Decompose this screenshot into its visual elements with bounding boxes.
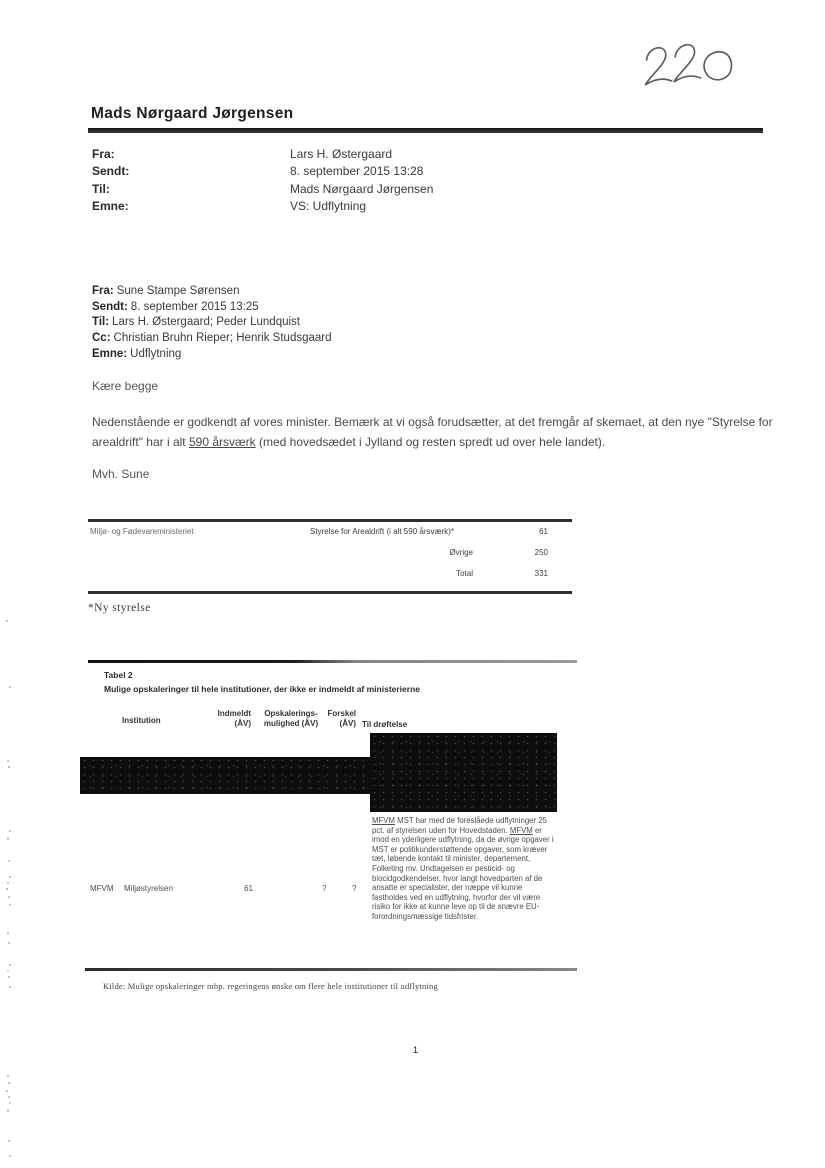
droftelse-text: MST har med de foreslåede udflytninger 25 pct. af styrelsen uden for Hovedstaden. [372, 816, 547, 835]
email-header-block [92, 146, 433, 215]
header-label: Sendt: [92, 164, 130, 179]
forwarded-header-row [92, 331, 332, 347]
email-header-row [92, 181, 433, 198]
header-value: VS: Udflytning [290, 198, 367, 213]
header-value: Lars H. Østergaard; Peder Lundquist [112, 316, 300, 329]
header-value: Udflytning [130, 347, 182, 360]
handwritten-number-value [0, 0, 1, 1]
email-header-row [92, 198, 433, 215]
email-header-row [92, 146, 433, 163]
summary-table-bottom-rule [88, 591, 572, 594]
email-body [92, 412, 789, 452]
forwarded-header-block [92, 284, 332, 363]
column-header-indmeldt: Indmeldt (ÅV) [217, 709, 251, 728]
summary-value-cell: 331 [534, 569, 548, 578]
header-value: Sune Stampe Sørensen [116, 285, 240, 297]
tabel2-bottom-rule [85, 968, 577, 971]
header-label: Sendt: [92, 300, 128, 313]
header-value: Lars H. Østergaard [290, 147, 393, 161]
row-droftelse-cell [372, 816, 556, 922]
header-label: Fra: [92, 147, 115, 161]
scan-artifacts [6, 620, 8, 622]
email-header-row [92, 163, 433, 180]
row-forskel-cell: ? [352, 884, 357, 893]
tabel2-title: Tabel 2 [104, 670, 133, 680]
page-number: 1 [413, 1045, 419, 1055]
row-indmeldt-cell: 61 [244, 884, 253, 893]
column-header-opskalering: Opskalerings-mulighed (ÅV) [263, 709, 319, 728]
header-value: Mads Nørgaard Jørgensen [290, 181, 434, 196]
summary-item-cell: Styrelse for Arealdrift (i alt 590 årsværk)* [310, 527, 455, 536]
forwarded-header-row [92, 347, 332, 363]
summary-value-cell: 61 [539, 527, 548, 536]
summary-value-cell: 250 [534, 548, 548, 557]
droftelse-underlined: MFVM [372, 816, 395, 825]
tabel2-subtitle: Mulige opskaleringer til hele institutioner, der ikke er indmeldt af ministerierne [104, 684, 420, 694]
forwarded-header-row [92, 300, 332, 316]
header-value: Christian Bruhn Rieper; Henrik Studsgaard [113, 332, 332, 345]
droftelse-text: er imod en yderligere udflytning, da de øvrige opgaver i MST er politikunderstøttende opgaver, som kræver tæt, løbende kontakt til minister, departement, Folketing mv. Undtagelsen er pesticid- og biocidgodkendelser, hvor langt hovedparten af de ansatte er specialister, der næppe vil kunne fastholdes ved en udflytning, hvorfor der vil være risiko for ikke at kunne leve op til de snævre EU-forordningsmæssige tidsfrister. [372, 825, 554, 921]
email-signoff: Mvh. Sune [92, 467, 150, 481]
summary-table-top-rule [88, 519, 572, 522]
redacted-block-left [80, 757, 372, 794]
body-text: Nedenstående er godkendt af vores minister. Bemærk at vi også forudsætter, at det fremgår af skemaet, at den nye "Styrelse for arealdrift" har i alt [92, 415, 773, 449]
table-footnote: *Ny styrelse [88, 602, 151, 614]
row-institution-cell: Miljøstyrelsen [124, 884, 173, 893]
summary-item-cell: Total [456, 569, 473, 578]
column-header-droftelse: Til drøftelse [362, 720, 408, 729]
handwritten-number [630, 24, 752, 96]
summary-item-cell: Øvrige [449, 548, 473, 557]
header-value: 8. september 2015 13:28 [290, 164, 424, 179]
column-header-forskel: Forskel (ÅV) [327, 709, 356, 728]
header-value: 8. september 2015 13:25 [130, 300, 259, 313]
header-label: Fra: [92, 285, 114, 297]
body-underlined-text: 590 årsværk [188, 435, 256, 449]
header-label: Cc: [92, 332, 111, 345]
redacted-block-right [370, 733, 557, 812]
source-note: Kilde: Mulige opskaleringer mhp. regeringens ønske om flere hele institutioner til udflytning [103, 981, 438, 991]
summary-ministry-cell: Miljø- og Fødevareministeriet [90, 527, 194, 536]
header-label: Emne: [92, 198, 129, 213]
tabel2-top-rule [88, 660, 577, 663]
row-ministry-cell: MFVM [90, 884, 114, 893]
column-header-institution: Institution [122, 716, 161, 725]
forwarded-header-row [92, 315, 332, 331]
header-label: Emne: [92, 347, 128, 360]
header-label: Til: [92, 316, 110, 329]
body-text: (med hovedsædet i Jylland og resten spredt ud over hele landet). [255, 435, 606, 449]
row-opskalering-cell: ? [322, 884, 327, 893]
recipient-name-heading: Mads Nørgaard Jørgensen [91, 105, 294, 122]
forwarded-header-row [92, 284, 332, 300]
header-label: Til: [92, 181, 110, 196]
email-greeting: Kære begge [92, 379, 159, 393]
header-rule [88, 128, 763, 133]
droftelse-underlined: MFVM [509, 825, 533, 835]
